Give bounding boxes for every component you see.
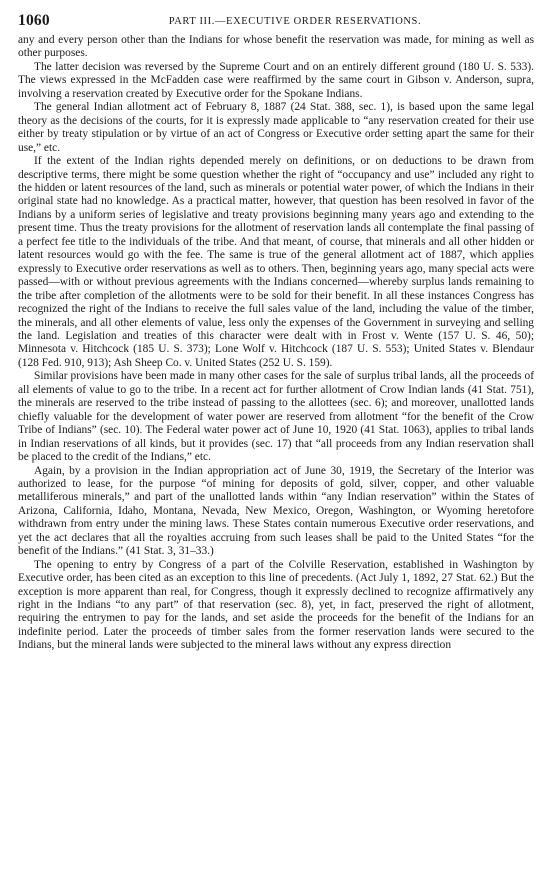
paragraph: Similar provisions have been made in many other cases for the sale of surplus tribal lands, all the proceeds of all elements of value to go to the tribe. In a recent act for further allotment of Crow Indian lands (41 Stat. 751), the minerals are reserved to the tribe instead of passing to the allottees (sec. 6); and moreover, unallotted lands chiefly valuable for the development of water power are reserved from allotment “for the benefit of the Crow Tribe of Indians” (sec. 10). The Federal water power act of June 10, 1920 (41 Stat. 1063), applies to tribal lands in Indian reservations of all kinds, but it provides (sec. 17) that “all proceeds from any Indian reservation shall be placed to the credit of the Indians,” etc. [18, 370, 534, 464]
paragraph: If the extent of the Indian rights depended merely on definitions, or on deductions to be drawn from descriptive terms, there might be some question whether the right of “occupancy and use” included any right to the hidden or latent resources of the land, such as minerals or potential water power, of which the Indians in their original state had no knowledge. As a practical matter, however, that question has been resolved in favor of the Indians by a uniform series of legislative and treaty provisions beginning many years ago and extending to the present time. Thus the treaty provisions for the allotment of reservation lands all contemplate the final passing of a perfect fee title to the individuals of the tribe. And that meant, of course, that minerals and all other hidden or latent resources would go with the fee. The same is true of the general allotment act of 1887, which applies expressly to Executive order reservations as well as to others. Then, beginning years ago, many special acts were passed—with or without previous agreements with the Indians concerned—whereby surplus lands remaining to the tribe after completion of the allotments were to be sold for their benefit. In all these instances Congress has recognized the right of the Indians to receive the full sales value of the land, including the value of the timber, the minerals, and all other elements of value, less only the expenses of the Government in surveying and selling the land. Legislation and treaties of this character were dealt with in Frost v. Wente (157 U. S. 46, 50); Minnesota v. Hitchcock (185 U. S. 373); Lone Wolf v. Hitchcock (187 U. S. 553); United States v. Blendaur (128 Fed. 910, 913); Ash Sheep Co. v. United States (252 U. S. 159). [18, 155, 534, 369]
page-number: 1060 [18, 12, 50, 29]
body-text [18, 34, 534, 653]
paragraph-continuation: any and every person other than the Indians for whose benefit the reservation was made, for mining as well as other purposes. [18, 34, 534, 60]
paragraph: The opening to entry by Congress of a part of the Colville Reservation, established in Washington by Executive order, has been cited as an exception to this line of precedents. (Act July 1, 1892, 27 Stat. 62.) But the exception is more apparent than real, for Congress, though it expressly declined to recognize affirmatively any right in the Indians “to any part” of that reservation (sec. 8), yet, in fact, preserved the right of allotment, requiring the entrymen to pay for the lands, and set aside the proceeds for the benefit of the Indians for an indefinite period. Later the proceeds of timber sales from the former reservation lands were secured to the Indians, but the mineral lands were subjected to the mineral laws without any express direction [18, 558, 534, 652]
running-head: PART III.—EXECUTIVE ORDER RESERVATIONS. [168, 16, 422, 27]
paragraph: The general Indian allotment act of February 8, 1887 (24 Stat. 388, sec. 1), is based upon the same legal theory as the decisions of the courts, for it is expressly made applicable to “any reservation created for their use either by treaty stipulation or by virtue of an act of Congress or Executive order setting apart the same for their use,” etc. [18, 101, 534, 154]
page-header [18, 10, 534, 32]
paragraph: Again, by a provision in the Indian appropriation act of June 30, 1919, the Secretary of the Interior was authorized to lease, for the purpose “of mining for deposits of gold, silver, copper, and other valuable metalliferous minerals,” and part of the unallotted lands within “any Indian reservation” within the States of Arizona, California, Idaho, Montana, Nevada, New Mexico, Oregon, Washington, or Wyoming heretofore withdrawn from entry under the mining laws. These States contain numerous Executive order reservations, and yet the act declares that all the royalties accruing from such leases shall be paid to the United States “for the benefit of the Indians.” (41 Stat. 3, 31–33.) [18, 464, 534, 558]
paragraph: The latter decision was reversed by the Supreme Court and on an entirely different ground (180 U. S. 533). The views expressed in the McFadden case were reaffirmed by the same court in Gibson v. Anderson, supra, involving a reservation created by Executive order for the Spokane Indians. [18, 60, 534, 100]
